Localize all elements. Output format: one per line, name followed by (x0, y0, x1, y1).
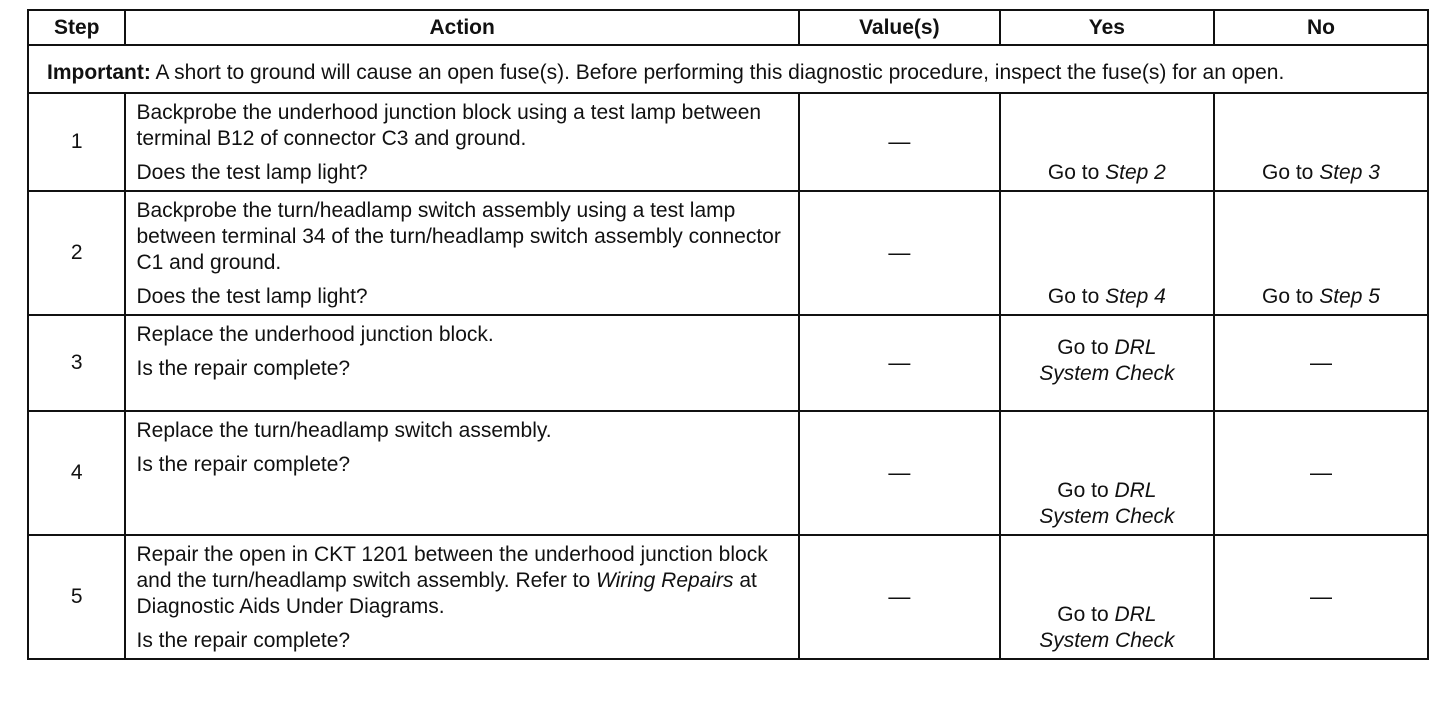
action-text (136, 542, 787, 620)
value-cell: — (799, 535, 1000, 659)
important-text: A short to ground will cause an open fuse(s). Before performing this diagnostic procedure, inspect the fuse(s) for an open. (150, 61, 1285, 84)
yes-cell (1000, 535, 1214, 659)
yes-link[interactable]: Step 2 (1105, 161, 1166, 184)
header-action: Action (125, 10, 798, 45)
header-row (28, 10, 1428, 45)
action-question: Is the repair complete? (136, 357, 351, 380)
diagnostic-table (27, 9, 1429, 660)
header-step: Step (28, 10, 125, 45)
table-row (28, 535, 1428, 659)
no-cell: — (1214, 535, 1428, 659)
action-question: Is the repair complete? (136, 629, 351, 652)
action-text-post: at Diagnostic Aids Under Diagrams. (136, 569, 757, 618)
yes-prefix: Go to (1047, 285, 1106, 308)
action-question: Does the test lamp light? (136, 161, 368, 184)
yes-link-2[interactable]: System Check (1039, 362, 1175, 385)
no-cell: — (1214, 315, 1428, 411)
no-prefix: Go to (1261, 161, 1320, 184)
action-cell (125, 191, 798, 315)
step-number: 2 (28, 191, 125, 315)
action-text: Replace the underhood junction block. (136, 323, 494, 346)
action-text-pre: Repair the open in CKT 1201 between the underhood junction block and the turn/headlamp switch assembly. Refer to (136, 543, 768, 592)
yes-link-2[interactable]: System Check (1039, 505, 1175, 528)
yes-link[interactable]: DRL (1114, 479, 1157, 502)
table-row (28, 315, 1428, 411)
important-row (28, 45, 1428, 93)
action-cell (125, 411, 798, 535)
value-cell: — (799, 411, 1000, 535)
action-cell (125, 93, 798, 191)
yes-cell (1000, 315, 1214, 411)
table-row (28, 93, 1428, 191)
header-values: Value(s) (799, 10, 1000, 45)
yes-prefix: Go to (1057, 336, 1115, 359)
action-question: Does the test lamp light? (136, 285, 368, 308)
yes-link[interactable]: Step 4 (1105, 285, 1166, 308)
yes-link-2[interactable]: System Check (1039, 629, 1175, 652)
yes-prefix: Go to (1057, 479, 1115, 502)
action-text: Replace the turn/headlamp switch assembly. (136, 419, 552, 442)
yes-link[interactable]: DRL (1114, 603, 1157, 626)
action-cell (125, 535, 798, 659)
yes-link[interactable]: DRL (1114, 336, 1157, 359)
action-cell (125, 315, 798, 411)
header-no: No (1214, 10, 1428, 45)
header-yes: Yes (1000, 10, 1214, 45)
yes-prefix: Go to (1057, 603, 1115, 626)
yes-cell (1000, 93, 1214, 191)
value-cell: — (799, 315, 1000, 411)
wiring-repairs-link[interactable]: Wiring Repairs (596, 569, 734, 592)
yes-prefix: Go to (1047, 161, 1106, 184)
action-question: Is the repair complete? (136, 453, 351, 476)
no-link[interactable]: Step 5 (1319, 285, 1380, 308)
no-prefix: Go to (1261, 285, 1320, 308)
action-text: Backprobe the turn/headlamp switch assembly using a test lamp between terminal 34 of the turn/headlamp switch assembly connector C1 and ground. (136, 199, 781, 274)
value-cell: — (799, 93, 1000, 191)
step-number: 1 (28, 93, 125, 191)
no-cell (1214, 191, 1428, 315)
step-number: 4 (28, 411, 125, 535)
step-number: 5 (28, 535, 125, 659)
no-cell (1214, 93, 1428, 191)
value-cell: — (799, 191, 1000, 315)
yes-cell (1000, 191, 1214, 315)
table-row (28, 411, 1428, 535)
yes-cell (1000, 411, 1214, 535)
important-note (28, 45, 1428, 93)
table-row (28, 191, 1428, 315)
action-text: Backprobe the underhood junction block using a test lamp between terminal B12 of connector C3 and ground. (136, 101, 762, 150)
step-number: 3 (28, 315, 125, 411)
important-label: Important: (47, 61, 151, 84)
no-cell: — (1214, 411, 1428, 535)
no-link[interactable]: Step 3 (1319, 161, 1380, 184)
